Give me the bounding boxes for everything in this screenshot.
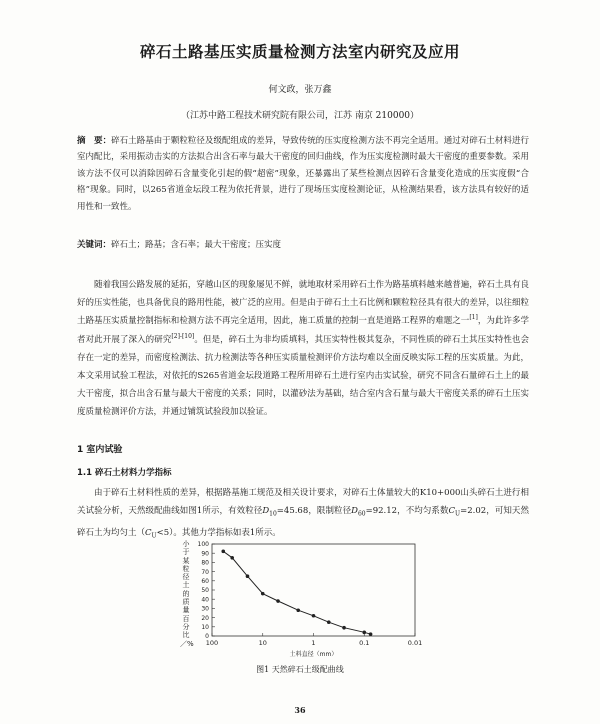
data-point	[327, 620, 331, 624]
x-tick-label: 0.01	[407, 639, 423, 647]
symbol-d: D	[262, 506, 270, 517]
y-tick-label: 20	[201, 614, 209, 622]
intro-text-1: 随着我国公路发展的延拓，穿越山区的现象屡见不鲜，就地取材采用碎石土作为路基填料越来越普遍，碎石土具有良好的压实性能，也具备优良的路用性能，被广泛的应用。但是由于碎石土土石比例和颗粒粒径具有很大的差异，以往细粒土路基压实质量控制指标和检测方法不再完全适用，因此，施工质量的控制一直是道路工程界的难题之一	[77, 280, 529, 327]
y-tick-label: 10	[201, 624, 209, 631]
keywords	[77, 238, 529, 250]
para-text: =2.02，可知天然碎石土为均匀土（	[77, 506, 529, 539]
page-number: 36	[294, 705, 306, 715]
para-text: 由于碎石土材料性质的差异，根据路基施工规范及相关设计要求，对碎石土体量较大的K10+000山头碎石土进行相关试验分析，天然级配曲线如图1所示，有效粒径	[77, 488, 529, 517]
grading-curve-chart	[190, 538, 430, 658]
y-tick-label: 40	[201, 596, 209, 604]
citation-ref: [2]-[10]	[171, 332, 195, 340]
symbol-c: C	[145, 528, 152, 539]
y-tick-label: 60	[201, 578, 209, 585]
intro-text-3: 。但是，碎石土为非均质填料，其压实特性极其复杂，不同性质的碎石土其压实特性也会存在一定的差异，而密度检测法、抗力检测法等各种压实质量检测评价方法均难以全面反映实际工程的压实质量。为此，本文采用试验工程法，对依托的S265省道金坛段道路工程所用碎石土进行室内击实试验，研究不同含石量碎石土上的最大干密度，拟合出含石量与最大干密度的关系；同时，以灌砂法为基础，结合室内含石量与最大干密度关系的碎石土压实度质量检测评价方法，并通过铺筑试验段加以验证。	[77, 334, 529, 418]
x-tick-label: 0.1	[359, 639, 370, 647]
plot-frame	[212, 544, 415, 636]
para-text: <5）。其他力学指标如表1所示。	[156, 528, 281, 539]
symbol-d: D	[351, 506, 358, 517]
data-point	[221, 550, 225, 554]
subscript: U	[455, 510, 461, 518]
subscript: 10	[269, 510, 277, 518]
intro-text-2: ，为此许多学者对此开展了深入的研究	[77, 316, 529, 345]
citation-ref: [1]	[469, 314, 478, 322]
subsection-heading: 1.1 碎石土材料力学指标	[77, 468, 172, 478]
keywords-text: 碎石土；路基；含石率；最大干密度；压实度	[111, 240, 282, 250]
affiliation: （江苏中路工程技术研究院有限公司，江苏 南京 210000）	[180, 111, 420, 121]
data-point	[230, 556, 234, 560]
data-point	[369, 632, 373, 636]
paper-title: 碎石土路基压实质量检测方法室内研究及应用	[139, 43, 460, 61]
x-tick-label: 1	[311, 639, 316, 647]
abstract	[77, 133, 529, 215]
y-tick-label: 30	[201, 605, 209, 613]
para-text: =45.68，限制粒径	[276, 506, 352, 517]
intro-paragraph	[77, 276, 529, 422]
chart-x-label: 土料直径（mm）	[289, 651, 338, 658]
data-point	[362, 631, 366, 635]
authors: 何文政，张万鑫	[268, 85, 332, 95]
abstract-label: 摘 要：	[77, 136, 112, 146]
data-point	[296, 608, 300, 612]
data-point	[312, 614, 316, 618]
y-tick-label: 90	[201, 550, 209, 558]
y-tick-label: 0	[205, 633, 209, 641]
keywords-label: 关键词：	[77, 240, 112, 250]
data-point	[276, 599, 280, 603]
data-point	[261, 592, 265, 596]
y-tick-label: 80	[201, 559, 209, 567]
body-paragraph	[77, 484, 529, 549]
subscript: 60	[357, 510, 366, 518]
x-tick-label: 100	[205, 639, 219, 647]
subscript: U	[151, 532, 157, 540]
y-tick-label: 100	[197, 541, 209, 549]
grading-curve-line	[223, 551, 370, 634]
y-tick-label: 70	[201, 568, 209, 576]
y-tick-label: 50	[201, 587, 209, 595]
symbol-c: C	[448, 506, 456, 517]
section-heading: 1 室内试验	[77, 445, 123, 455]
data-point	[342, 626, 346, 630]
figure-caption: 图1 天然碎石土级配曲线	[256, 665, 344, 674]
data-point	[246, 574, 250, 578]
chart-y-label: 小于某粒径土的质量百分比／%	[180, 540, 194, 648]
x-tick-label: 10	[258, 639, 267, 647]
para-text: =92.12，不均匀系数	[365, 506, 449, 517]
abstract-text: 碎石土路基由于颗粒粒径及级配组成的差异，导致传统的压实度检测方法不再完全适用。通过对碎石土材料进行室内配比，采用振动击实的方法拟合出含石率与最大干密度的回归曲线，作为压实度检测时最大干密度的重要参数。采用该方法不仅可以消除因碎石含量变化引起的假“超密”现象，还暴露出了某些检测点因碎石含量变化造成的压实度假“合格”现象。同时，以265省道金坛段工程为依托背景，进行了现场压实度检测论证，从检测结果看，该方法具有较好的适用性和一致性。	[77, 136, 529, 212]
